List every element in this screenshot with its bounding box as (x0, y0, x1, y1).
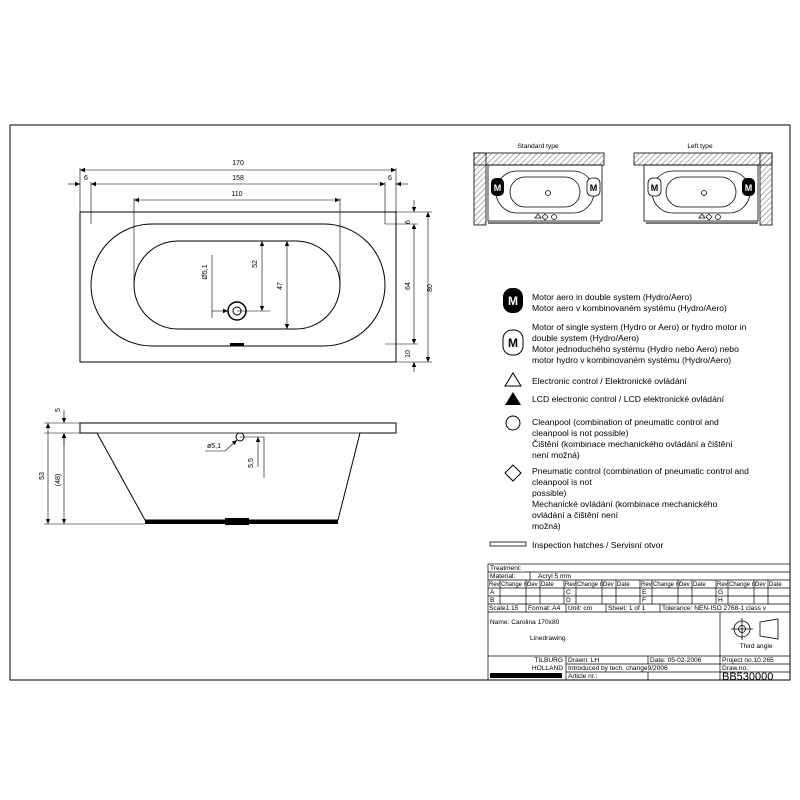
company-name-line1: TILBURG (534, 657, 563, 664)
side-view (39, 408, 396, 525)
sheet: Sheet: 1 of 1 (608, 605, 646, 612)
article-number-label: Article nr.: (568, 673, 598, 680)
svg-text:A: A (490, 589, 495, 596)
product-name: Name: Carolina 170x80 (490, 619, 560, 626)
dim-right-margin: 6 (388, 175, 392, 182)
legend-item-motor-single: Motor of single system (Hydro or Aero) or hydro motor in double system (Hydro/Aero) Motor jednoduchého systému (Hydro nebo Aero) nebo motor hydro v kombinovaném systému (Hydro/Aero) (532, 322, 747, 365)
top-view (68, 160, 434, 372)
linedrawing-label: Linedrawing (530, 635, 566, 642)
svg-text:Date: Date (541, 582, 554, 588)
tub-rim-stadium (91, 224, 385, 346)
dim-overall-width: 80 (427, 284, 434, 292)
unit: Unit: cm (568, 605, 593, 612)
tub-outline-top (80, 212, 396, 362)
svg-text:M: M (650, 183, 659, 193)
svg-text:D: D (566, 597, 571, 604)
dim-drain-height: 5,5 (248, 458, 255, 468)
title-block-text (489, 565, 782, 683)
dim-inner-width: 64 (405, 282, 412, 290)
svg-text:Dev: Dev (603, 582, 614, 588)
svg-text:M: M (744, 183, 753, 193)
diamond-outline-icon (505, 465, 521, 481)
svg-text:G: G (718, 589, 724, 596)
install-types (474, 143, 772, 225)
svg-text:Rev: Rev (717, 582, 728, 588)
svg-text:Change nr: Change nr (729, 582, 758, 588)
svg-text:Change nr: Change nr (577, 582, 606, 588)
scale: Scale1:15 (489, 605, 519, 612)
svg-text:M: M (508, 336, 518, 350)
svg-text:M: M (493, 183, 502, 193)
dim-rim: 5 (55, 408, 62, 412)
third-angle-label: Third angle (739, 643, 773, 650)
hatch-bar-icon (490, 542, 526, 546)
svg-text:Dev: Dev (527, 582, 538, 588)
dim-basin-height: 47 (277, 282, 284, 290)
third-angle-projection-icon (731, 618, 778, 640)
svg-text:H: H (718, 597, 723, 604)
legend-item-pneumatic: Pneumatic control (combination of pneumatic control and cleanpool is not possible) Mechanické ovládání (kombinace mechanického ovládání a čištění není možná) (532, 466, 749, 531)
legend-item-cleanpool: Cleanpool (combination of pneumatic control and cleanpool is not possible) Čištění (kombinace mechanického ovládání a čištění není možná) (532, 417, 733, 460)
draw-no-label: Draw.no.: (722, 665, 750, 672)
dim-height: 53 (39, 472, 46, 480)
triangle-filled-icon (505, 392, 521, 405)
dim-side-drain: ø5,1 (206, 443, 222, 450)
svg-text:Rev: Rev (565, 582, 576, 588)
project-number: Project no.10.265 (722, 657, 774, 664)
dim-basin-inner-height: 52 (252, 260, 259, 268)
circle-outline-icon (506, 416, 520, 430)
svg-text:Dev: Dev (755, 582, 766, 588)
legend (490, 288, 751, 550)
legend-item-electronic: Electronic control / Elektronické ovládání (532, 376, 687, 386)
dim-basin-length: 110 (231, 191, 243, 198)
legend-item-motor-double: Motor aero in double system (Hydro/Aero) Motor aero v kombinovaném systému (Hydro/Aero) (532, 292, 727, 313)
svg-text:Dev: Dev (679, 582, 690, 588)
drawn-by: Drawn: LH (568, 657, 600, 664)
tolerance: Tolerance: NEN-ISO 2768-1 class v (662, 605, 767, 612)
svg-text:Change nr: Change nr (501, 582, 530, 588)
material-value: Acryl 5 mm (538, 573, 571, 580)
material-label: Material: (490, 573, 516, 580)
drawing-number: BB530000 (722, 671, 774, 683)
dim-depth: (48) (55, 473, 62, 487)
dim-bottom-margin: 10 (405, 350, 412, 358)
legend-item-lcd: LCD electronic control / LCD elektronické ovládání (532, 394, 725, 404)
dim-left-margin: 6 (84, 175, 88, 182)
svg-text:F: F (642, 597, 647, 604)
svg-text:C: C (566, 589, 571, 596)
triangle-outline-icon (505, 373, 521, 386)
dim-top-margin: 6 (405, 220, 412, 224)
introduced-by: Introduced by tech. change9/2006 (568, 665, 668, 672)
dim-drain-diameter: Ø5,1 (202, 264, 209, 280)
legend-item-hatches: Inspection hatches / Servisní otvor (532, 540, 664, 550)
svg-text:Rev: Rev (489, 582, 500, 588)
dim-inner-length: 158 (232, 175, 244, 182)
company-name-line2: HOLLAND (531, 665, 563, 672)
svg-text:Rev: Rev (641, 582, 652, 588)
svg-text:E: E (642, 589, 647, 596)
svg-text:M: M (589, 183, 598, 193)
company-logo (490, 673, 562, 678)
svg-text:Date: Date (769, 582, 782, 588)
svg-text:Change nr: Change nr (653, 582, 682, 588)
format: Format: A4 (528, 605, 561, 612)
treatment-label: Treatment: (490, 565, 522, 572)
left-type-label: Left type (687, 143, 713, 150)
svg-text:Date: Date (617, 582, 630, 588)
svg-text:B: B (490, 597, 495, 604)
overflow-slot (230, 343, 244, 346)
svg-text:Date: Date (693, 582, 706, 588)
dim-overall-length: 170 (232, 160, 244, 167)
standard-type-label: Standard type (517, 143, 559, 150)
drawing-date: Date: 05-02-2006 (650, 657, 702, 664)
svg-text:M: M (508, 294, 518, 308)
